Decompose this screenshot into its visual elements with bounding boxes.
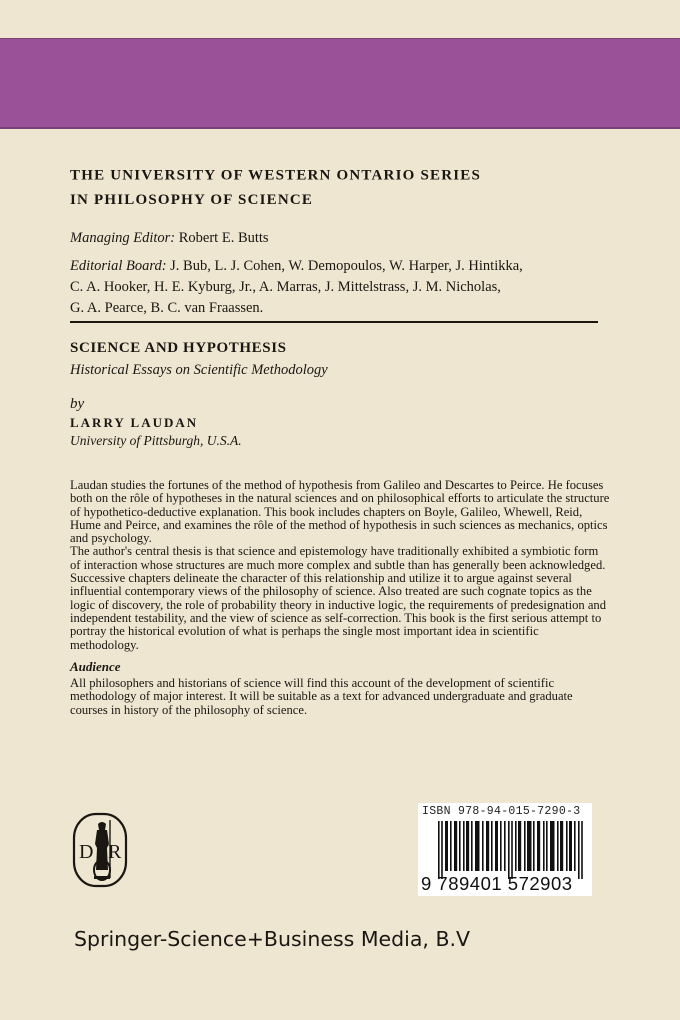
barcode-bars-icon <box>438 821 588 879</box>
horizontal-divider <box>70 321 598 323</box>
isbn-barcode <box>418 803 592 896</box>
purple-header-band <box>0 38 680 129</box>
audience-heading: Audience <box>70 659 121 674</box>
logo-letter-d: D <box>79 841 94 863</box>
book-subtitle: Historical Essays on Scientific Methodology <box>70 362 328 378</box>
editorial-board-line-2: C. A. Hooker, H. E. Kyburg, Jr., A. Marras, J. Mittelstrass, J. M. Nicholas, <box>70 279 501 295</box>
description-paragraph-1: Laudan studies the fortunes of the method of hypothesis from Galileo and Descartes to Peirce. He focuses both on the rôle of hypotheses in the natural sciences and on philosophical efforts to articulate the structure of hypothetico-deductive explanation. This book includes chapters on Boyle, Galileo, Whewell, Reid, Hume and Peirce, and examines the rôle of the method of hypothesis in such sciences as mechanics, optics and psychology. <box>70 478 610 546</box>
series-title <box>70 163 481 212</box>
editorial-board-names-1: J. Bub, L. J. Cohen, W. Demopoulos, W. Harper, J. Hintikka, <box>170 258 523 274</box>
series-title-line-1: THE UNIVERSITY OF WESTERN ONTARIO SERIES <box>70 168 482 184</box>
book-title: SCIENCE AND HYPOTHESIS <box>70 340 287 356</box>
managing-editor-name: Robert E. Butts <box>178 230 269 246</box>
isbn-label: ISBN 978-94-015-7290-3 <box>422 805 581 818</box>
author-affiliation: University of Pittsburgh, U.S.A. <box>70 433 242 448</box>
audience-text: All philosophers and historians of science will find this account of the development of scientific methodology of major interest. It will be suitable as a text for advanced undergraduate and graduate courses in history of the philosophy of science. <box>70 676 573 717</box>
ean-digits: 9 789401 572903 <box>421 873 573 894</box>
description-paragraph-2: The author's central thesis is that science and epistemology have traditionally exhibited a symbiotic form of interaction whose structures are much more complex and subtle than has generally been acknowledged. Successive chapters delineate the character of this relationship and utilize it to argue against several influential contemporary views of the philosophy of science. Also treated are such cognate topics as the logic of discovery, the role of probability theory in inductive logic, the requirements of predesignation and independent testability, and the view of science as self-correction. This book is the first serious attempt to portray the historical evolution of what is perhaps the single most important idea in scientific methodology. <box>70 544 607 652</box>
managing-editor-label: Managing Editor: <box>70 230 176 246</box>
logo-letter-r: R <box>108 841 122 863</box>
series-title-line-2: IN PHILOSOPHY OF SCIENCE <box>70 192 314 208</box>
editorial-board-line-3: G. A. Pearce, B. C. van Fraassen. <box>70 300 264 316</box>
by-label: by <box>70 396 85 412</box>
editorial-board-label: Editorial Board: <box>70 258 167 274</box>
author-name: LARRY LAUDAN <box>70 415 199 430</box>
editorial-board-line-1 <box>70 256 610 277</box>
managing-editor-line <box>70 228 610 249</box>
publisher-colophon-athena-icon <box>72 812 128 888</box>
publisher-name: Springer-Science+Business Media, B.V <box>74 927 471 951</box>
editors-block <box>70 228 610 319</box>
book-description <box>70 479 610 652</box>
